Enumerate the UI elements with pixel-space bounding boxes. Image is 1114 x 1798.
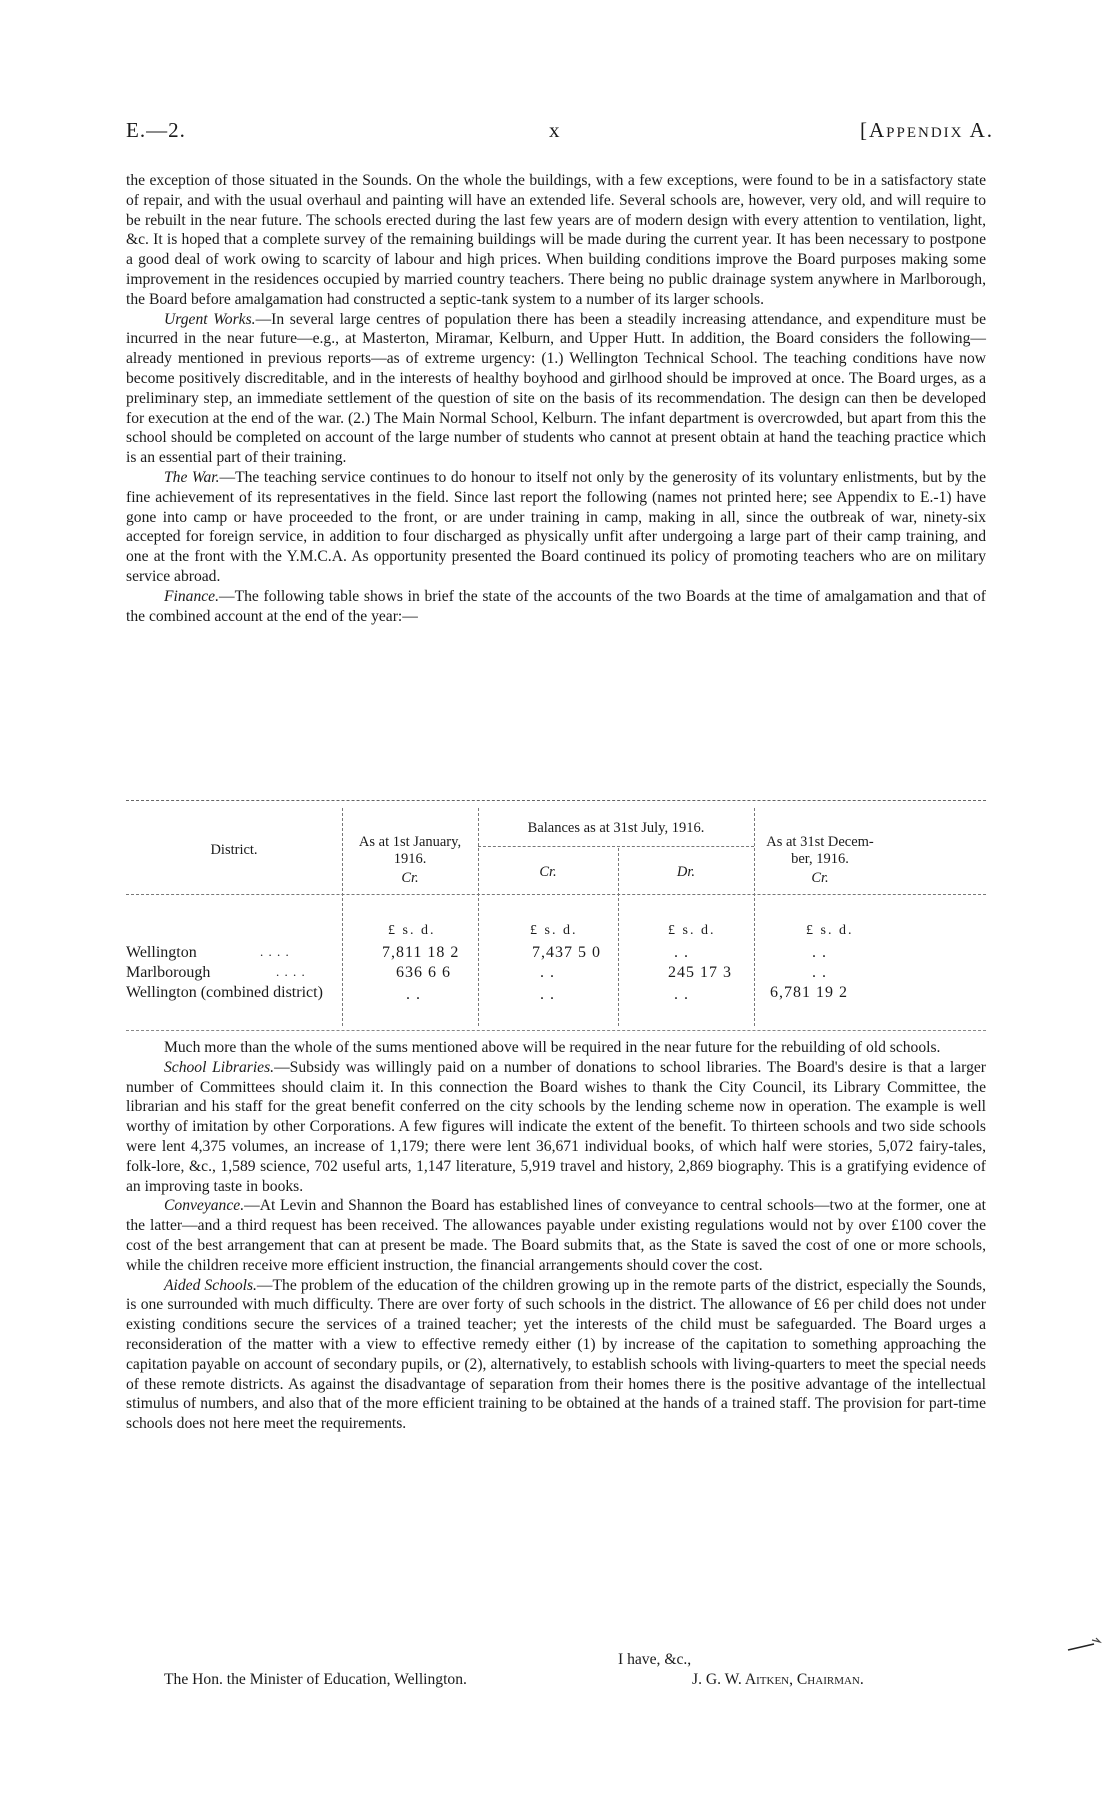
header-reference: E.—2. <box>126 118 186 142</box>
paragraph-lead: Finance. <box>164 587 219 605</box>
body-text-top <box>126 171 986 626</box>
currency-units-july-cr: £ s. d. <box>530 923 578 938</box>
signatory: J. G. W. Aitken, Chairman. <box>692 1671 864 1688</box>
table-cell-july-dr: . . <box>674 944 689 961</box>
table-cell-dec: . . <box>812 944 827 961</box>
table-row-leader: . . . . <box>260 944 290 959</box>
table-cell-dec: . . <box>812 964 827 981</box>
paragraph-aided-schools: Aided Schools.—The problem of the education of the children growing up in the remote parts of the district, especially the Sounds, is one surrounded with much difficulty. There are over forty of such schools in the district. The allowance of £6 per child does not under existing conditions secure the services of a trained teacher; yet the interests of the child must be safeguarded. The Board urges a reconsideration of the matter with a view to effective remedy either (1) by increase of the capitation to something approaching the capitation payable on account of secondary pupils, or (2), alternatively, to establish schools with living-quarters to meet the special needs of these remote districts. As against the disadvantage of separation from their homes there is the positive advantage of the intellectual stimulus of numbers, and also that of the more efficient training to be obtained at the hands of a trained staff. The provision for part-time schools does not here meet the requirements. <box>126 1276 986 1433</box>
paragraph-lead: The War. <box>164 468 220 486</box>
table-column-divider <box>478 808 479 1026</box>
table-row-leader: . . . . <box>276 964 306 979</box>
header-appendix: [Appendix A. <box>859 118 994 142</box>
table-cell-dec: 6,781 19 2 <box>770 984 848 1001</box>
paragraph-buildings: the exception of those situated in the Sounds. On the whole the buildings, with a few exceptions, were found to be in a satisfactory state of repair, and with the usual overhaul and painting will have an extended life. Several schools are, however, very old, and will require to be rebuilt in the near future. The schools erected during the last few years are of modern design with every attention to ventilation, light, &c. It is hoped that a complete survey of the remaining buildings will be made during the current year. It has been necessary to postpone a good deal of work owing to scarcity of labour and high prices. When building conditions improve the Board purposes making some improvement in the residences occupied by married country teachers. There being no public drainage system anywhere in Marlborough, the Board before amalgamation had constructed a septic-tank system to a number of its larger schools. <box>126 172 986 308</box>
table-header-rule <box>126 894 986 895</box>
paragraph-urgent-works: Urgent Works.—In several large centres of population there has been a steadily increasing attendance, and expenditure must be incurred in the near future—e.g., at Masterton, Miramar, Kelburn, and Upper Hutt. In addition, the Board considers the following—already mentioned in previous reports—as of extreme urgency: (1.) Wellington Technical School. The teaching conditions have now become positively discreditable, and in the interests of healthy boyhood and girlhood should be improved at once. The Board urges, as a preliminary step, an immediate settlement of the question of site on the basis of its recommendation. The design can then be developed for execution at the end of the war. (2.) The Main Normal School, Kelburn. The infant department is overcrowded, but apart from this the school should be completed on account of the large number of students who cannot at present obtain at hand the teaching practice which is an essential part of their training. <box>126 310 986 467</box>
page-number: x <box>549 118 561 142</box>
table-subheader-rule <box>478 846 754 847</box>
paragraph-the-war: The War.—The teaching service continues to do honour to itself not only by the generosity of its voluntary enlistments, but by the fine achievement of its representatives in the field. Since last report the following (names not printed here; see Appendix to E.-1) have gone into camp or have proceeded to the front, or are under training in camp, making in all, since the outbreak of war, ninety-six accepted for foreign service, in addition to four discharged as physically unfit after undergoing a large part of their camp training, and one at the front with the Y.M.C.A. As opportunity presented the Board continued its policy of promoting teachers who are on military service abroad. <box>126 468 986 585</box>
closing-line: I have, &c., <box>618 1651 692 1668</box>
paragraph-lead: Urgent Works. <box>164 310 256 328</box>
column-header-jan-cr: Cr. <box>401 870 419 886</box>
body-text-bottom <box>126 1038 986 1434</box>
accounts-table <box>126 800 986 1032</box>
table-cell-jan: . . <box>406 986 421 1003</box>
table-row-district: Marlborough <box>126 964 211 981</box>
margin-mark-icon <box>1066 1632 1106 1656</box>
currency-units-dec: £ s. d. <box>806 923 854 938</box>
table-cell-july-dr: 245 17 3 <box>668 964 732 981</box>
table-cell-july-cr: . . <box>540 986 555 1003</box>
column-header-district: District. <box>210 842 258 858</box>
column-header-dec-cr: Cr. <box>811 870 829 886</box>
paragraph-lead: Conveyance. <box>164 1197 245 1215</box>
column-header-dec-line2: ber, 1916. <box>791 851 849 867</box>
column-header-jan-line2: 1916. <box>393 851 427 867</box>
table-row-district: Wellington (combined district) <box>126 984 323 1001</box>
addressee: The Hon. the Minister of Education, Wellington. <box>164 1671 467 1688</box>
table-top-rule <box>126 800 986 801</box>
column-header-july: Balances as at 31st July, 1916. <box>527 820 705 836</box>
table-cell-july-cr: . . <box>540 964 555 981</box>
paragraph-school-libraries: School Libraries.—Subsidy was willingly paid on a number of donations to school libraries. The Board's desire is that a larger number of Committees should claim it. In this connection the Board wishes to thank the City Council, its Library Committee, the librarian and his staff for the great benefit conferred on the city schools by the lending scheme now in operation. The example is well worthy of imitation by other Corporations. A few figures will indicate the extent of the benefit. To thirteen schools and two side schools were lent 4,375 volumes, an increase of 1,179; there were lent 36,671 individual books, of which half were stories, 5,072 fairy-tales, folk-lore, &c., 1,589 science, 702 useful arts, 1,147 literature, 5,919 travel and history, 2,869 biography. This is a gratifying evidence of an improving taste in books. <box>126 1058 987 1195</box>
paragraph-lead: School Libraries. <box>164 1058 275 1076</box>
table-bottom-rule <box>126 1030 986 1031</box>
table-row-district: Wellington <box>126 944 197 961</box>
table-cell-jan: 636 6 6 <box>396 964 451 981</box>
column-header-jan-line1: As at 1st January, <box>358 834 462 850</box>
paragraph-finance: Finance.—The following table shows in brief the state of the accounts of the two Boards at the time of amalgamation and that of the combined account at the end of the year:— <box>126 587 986 625</box>
column-header-july-dr: Dr. <box>676 864 696 880</box>
currency-units-jan: £ s. d. <box>388 923 436 938</box>
paragraph-rebuilding: Much more than the whole of the sums mentioned above will be required in the near future for the rebuilding of old schools. <box>164 1039 941 1056</box>
column-header-july-cr: Cr. <box>539 864 557 880</box>
currency-units-july-dr: £ s. d. <box>668 923 716 938</box>
column-header-dec-line1: As at 31st Decem- <box>766 834 874 850</box>
table-cell-july-cr: 7,437 5 0 <box>532 944 601 961</box>
table-cell-jan: 7,811 18 2 <box>382 944 460 961</box>
paragraph-conveyance: Conveyance.—At Levin and Shannon the Board has established lines of conveyance to central schools—two at the former, one at the latter—and a third request has been received. The allowances payable under existing regulations would not by over £100 cover the cost of the best arrangement that can at present be made. The Board submits that, as the State is saved the cost of one or more schools, while the children receive more efficient instruction, the financial arrangements should cover the cost. <box>126 1197 986 1274</box>
page-header <box>126 118 994 148</box>
paragraph-lead: Aided Schools. <box>164 1276 257 1294</box>
table-cell-july-dr: . . <box>674 986 689 1003</box>
